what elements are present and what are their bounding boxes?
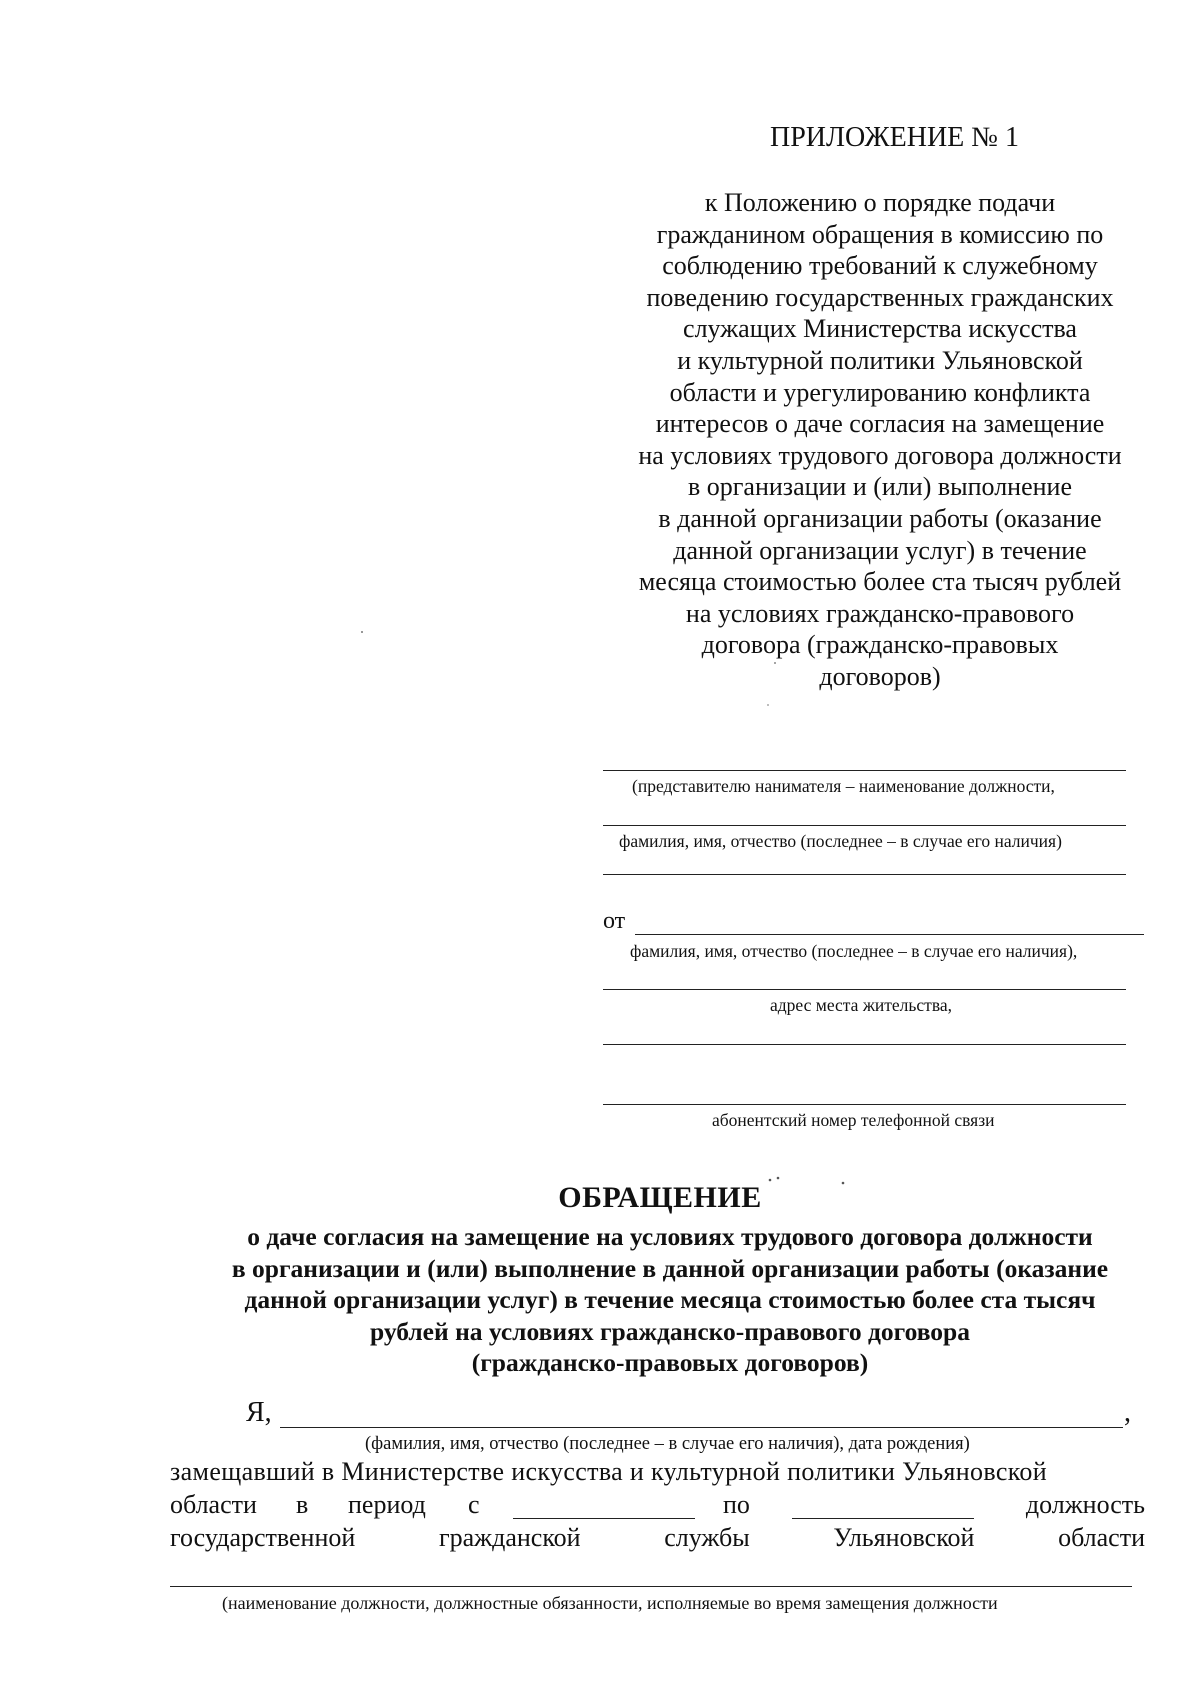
body-word: гражданской xyxy=(438,1523,581,1552)
body-line-1: замещавший в Министерстве искусства и культурной политики Ульяновской xyxy=(170,1457,1047,1486)
appendix-line: договора (гражданско-правовых xyxy=(701,630,1059,660)
from-fio-caption: фамилия, имя, отчество (последнее – в случае его наличия), xyxy=(630,941,1078,961)
appendix-line: области и урегулированию конфликта xyxy=(669,377,1091,407)
body-word: области xyxy=(1058,1523,1145,1552)
position-caption: (наименование должности, должностные обязанности, исполняемые во время замещения должности xyxy=(222,1593,998,1613)
body-word: службы xyxy=(664,1523,750,1552)
from-label: от xyxy=(603,908,626,934)
ya-label: Я, xyxy=(246,1397,272,1428)
document-heading: ОБРАЩЕНИЕ xyxy=(558,1181,762,1214)
appendix-line: соблюдению требований к служебному xyxy=(662,251,1098,281)
employer-fio-caption: фамилия, имя, отчество (последнее – в случае его наличия) xyxy=(619,831,1062,851)
appendix-line: договоров) xyxy=(819,661,941,691)
appendix-line: гражданином обращения в комиссию по xyxy=(656,219,1104,249)
appendix-line: и культурной политики Ульяновской xyxy=(677,345,1083,375)
subtitle-line: (гражданско-правовых договоров) xyxy=(471,1348,869,1377)
subtitle-line: данной организации услуг) в течение месяца стоимостью более ста тысяч xyxy=(244,1285,1096,1314)
appendix-line: поведению государственных гражданских xyxy=(646,282,1114,312)
appendix-line: на условиях гражданско-правового xyxy=(685,598,1075,628)
appendix-line: к Положению о порядке подачи xyxy=(704,188,1056,217)
appendix-line: служащих Министерства искусства xyxy=(683,314,1077,344)
body-word: области xyxy=(170,1490,257,1519)
appendix-line: месяца стоимостью более ста тысяч рублей xyxy=(638,567,1122,597)
phone-caption: абонентский номер телефонной связи xyxy=(712,1110,995,1130)
applicant-fio-caption: (фамилия, имя, отчество (последнее – в случае его наличия), дата рождения) xyxy=(365,1434,970,1454)
subtitle-line: рублей на условиях гражданско-правового договора xyxy=(370,1316,970,1346)
appendix-title: ПРИЛОЖЕНИЕ № 1 xyxy=(770,122,1019,153)
comma-mark: , xyxy=(1124,1397,1131,1428)
body-word: по xyxy=(723,1490,750,1519)
body-word: Ульяновской xyxy=(833,1523,975,1552)
appendix-line: в организации и (или) выполнение xyxy=(687,472,1072,502)
subtitle-line: о даче согласия на замещение на условиях трудового договора должности xyxy=(247,1222,1093,1251)
appendix-line: в данной организации работы (оказание xyxy=(658,503,1102,533)
body-word: должность xyxy=(1025,1490,1145,1519)
subtitle-line: в организации и (или) выполнение в данной организации работы (оказание xyxy=(231,1253,1109,1283)
body-word: в xyxy=(296,1490,309,1519)
appendix-line: данной организации услуг) в течение xyxy=(673,535,1087,565)
body-word: период xyxy=(348,1490,426,1519)
body-word: государственной xyxy=(170,1523,356,1552)
body-word: с xyxy=(468,1490,480,1519)
appendix-line: интересов о даче согласия на замещение xyxy=(655,409,1105,439)
appendix-line: на условиях трудового договора должности xyxy=(638,440,1122,470)
employer-caption: (представителю нанимателя – наименование должности, xyxy=(632,776,1055,796)
address-caption: адрес места жительства, xyxy=(770,995,952,1015)
